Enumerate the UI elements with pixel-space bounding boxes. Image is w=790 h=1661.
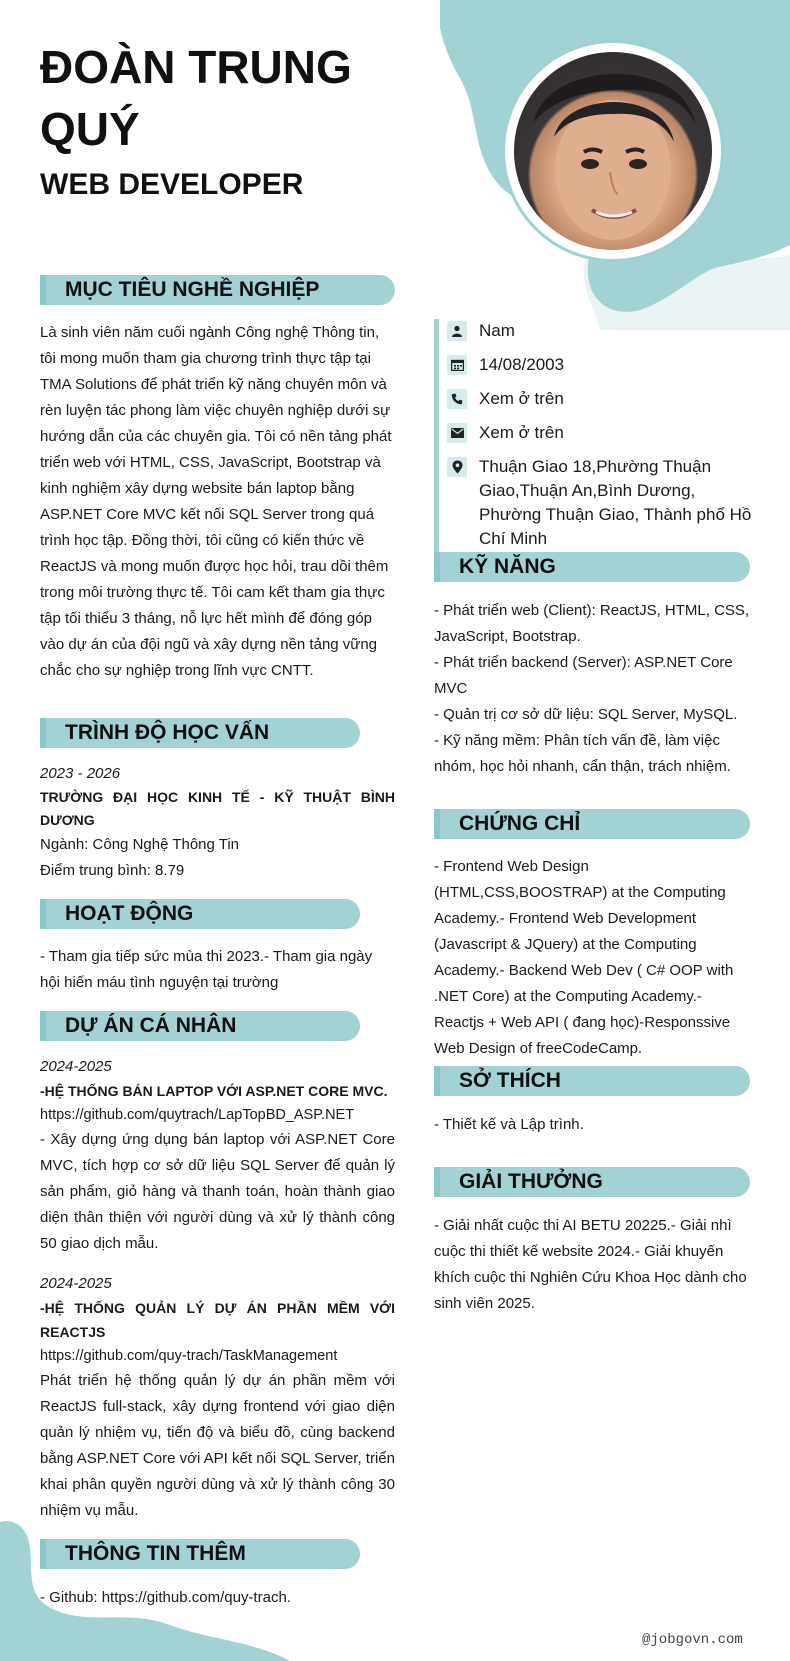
awards-text: - Giải nhất cuộc thi AI BETU 20225.- Giải nhì cuộc thi thiết kế website 2024.- Giải khuyến khích cuộc thi Nghiên Cứu Khoa Học dành cho sinh viên 2025. [434, 1217, 747, 1312]
profile-photo [514, 52, 712, 250]
contact-list [434, 319, 754, 553]
person-icon [447, 321, 467, 341]
location-pin-icon [447, 457, 467, 477]
section-title: CHỨNG CHỈ [459, 812, 581, 835]
skill-item: - Quản trị cơ sở dữ liệu: SQL Server, MySQL. [434, 706, 738, 723]
more-info-text: - Github: https://github.com/quy-trach. [40, 1589, 291, 1606]
project-description: Phát triển hệ thống quản lý dự án phần mềm với ReactJS full-stack, xây dựng frontend với giao diện quản lý nhiệm vụ, tiến độ và biểu đồ, cùng backend bằng ASP.NET Core với API kết nối SQL Server, triển khai phân quyền người dùng và xử lý thành công 30 nhiệm vụ mẫu. [40, 1372, 395, 1519]
section-heading-more-info [40, 1539, 360, 1569]
skill-item: - Kỹ năng mềm: Phân tích vấn đề, làm việc nhóm, học hỏi nhanh, cẩn thận, trách nhiệm. [434, 732, 731, 775]
education-school: TRƯỜNG ĐẠI HỌC KINH TẾ - KỸ THUẬT BÌNH DƯƠNG [40, 789, 395, 828]
section-title: MỤC TIÊU NGHỀ NGHIỆP [65, 278, 320, 301]
decorative-blob-bottom [0, 1500, 330, 1661]
section-title: SỞ THÍCH [459, 1069, 561, 1092]
phone-icon [447, 389, 467, 409]
certificates-text: - Frontend Web Design (HTML,CSS,BOOSTRAP) at the Computing Academy.- Frontend Web Development (Javascript & JQuery) at the Computing Academy.- Backend Web Dev ( C# OOP with .NET Core) at the Computing Academy.- Reactjs + Web API ( đang học)-Responssive Web Design of freeCodeCamp. [434, 858, 734, 1057]
project-description: - Xây dựng ứng dụng bán laptop với ASP.NET Core MVC, tích hợp cơ sở dữ liệu SQL Server để quản lý sản phẩm, giỏ hàng và thanh toán, hoàn thành giao diện thân thiện với người dùng và xử lý thành công 50 giao dịch mẫu. [40, 1131, 395, 1252]
section-title: KỸ NĂNG [459, 555, 556, 578]
section-heading-hobbies [434, 1066, 750, 1096]
section-title: TRÌNH ĐỘ HỌC VẤN [65, 721, 270, 744]
hobbies-text: - Thiết kế và Lập trình. [434, 1116, 584, 1133]
contact-phone-value: Xem ở trên [479, 389, 564, 408]
contact-email-value: Xem ở trên [479, 423, 564, 442]
section-title: THÔNG TIN THÊM [65, 1542, 246, 1565]
section-heading-awards [434, 1167, 750, 1197]
candidate-role: WEB DEVELOPER [40, 168, 304, 201]
education-period: 2023 - 2026 [40, 765, 121, 782]
contact-gender-value: Nam [479, 321, 515, 340]
profile-photo-frame [502, 40, 724, 262]
contact-birthday [447, 353, 754, 377]
section-heading-skills [434, 552, 750, 582]
project-name: -HỆ THỐNG BÁN LAPTOP VỚI ASP.NET CORE MVC. [40, 1083, 388, 1099]
project-period: 2024-2025 [40, 1275, 112, 1292]
contact-address [447, 455, 754, 551]
project-period: 2024-2025 [40, 1058, 112, 1075]
section-heading-projects [40, 1011, 360, 1041]
contact-email [447, 421, 754, 445]
education-major: Ngành: Công Nghệ Thông Tin [40, 836, 240, 853]
skill-item: - Phát triển backend (Server): ASP.NET Core MVC [434, 654, 733, 697]
section-title: GIẢI THƯỞNG [459, 1170, 603, 1193]
calendar-icon [447, 355, 467, 375]
section-title: HOẠT ĐỘNG [65, 902, 194, 925]
skill-item: - Phát triển web (Client): ReactJS, HTML, CSS, JavaScript, Bootstrap. [434, 602, 750, 645]
contact-address-value: Thuận Giao 18,Phường Thuận Giao,Thuận An,Bình Dương, Phường Thuận Giao, Thành phố Hồ Chí Minh [479, 457, 752, 548]
project-item [40, 1272, 395, 1524]
section-heading-activities [40, 899, 360, 929]
project-link[interactable]: https://github.com/quy-trach/TaskManagement [40, 1348, 338, 1364]
objective-text: Là sinh viên năm cuối ngành Công nghệ Thông tin, tôi mong muốn tham gia chương trình thực tập tại TMA Solutions để phát triển kỹ năng chuyên môn và rèn luyện tác phong làm việc chuyên nghiệp dưới sự hướng dẫn của các chuyên gia. Tôi có nền tảng phát triển web với HTML, CSS, JavaScript, Bootstrap và kinh nghiệm xây dựng website bán laptop bằng ASP.NET Core MVC kết nối SQL Server trong quá trình học tập. Đồng thời, tôi cũng có kiến thức về ReactJS và mong muốn được học hỏi, trau dồi thêm trong môi trường thực tế. Tôi cam kết tham gia thực tập tối thiểu 3 tháng, nỗ lực hết mình để đóng góp vào dự án của đội ngũ và xây dựng nền tảng vững chắc cho sự nghiệp trong lĩnh vực CNTT. [40, 324, 392, 679]
contact-phone [447, 387, 754, 411]
activities-text: - Tham gia tiếp sức mùa thi 2023.- Tham gia ngày hội hiến máu tình nguyện tại trường [40, 948, 373, 991]
section-title: DỰ ÁN CÁ NHÂN [65, 1014, 237, 1037]
contact-birthday-value: 14/08/2003 [479, 355, 565, 374]
education-block [40, 762, 395, 884]
section-heading-certificates [434, 809, 750, 839]
project-name: -HỆ THỐNG QUẢN LÝ DỰ ÁN PHẦN MỀM VỚI REACTJS [40, 1300, 395, 1340]
candidate-name: ĐOÀN TRUNG QUÝ [40, 41, 352, 155]
section-heading-education [40, 718, 360, 748]
skills-list [434, 598, 754, 780]
section-heading-objective [40, 275, 395, 305]
education-gpa: Điểm trung bình: 8.79 [40, 862, 185, 879]
project-link[interactable]: https://github.com/quytrach/LapTopBD_ASP.NET [40, 1107, 355, 1123]
contact-gender [447, 319, 754, 343]
envelope-icon [447, 423, 467, 443]
watermark: @jobgovn.com [642, 1632, 743, 1648]
project-item [40, 1055, 395, 1257]
